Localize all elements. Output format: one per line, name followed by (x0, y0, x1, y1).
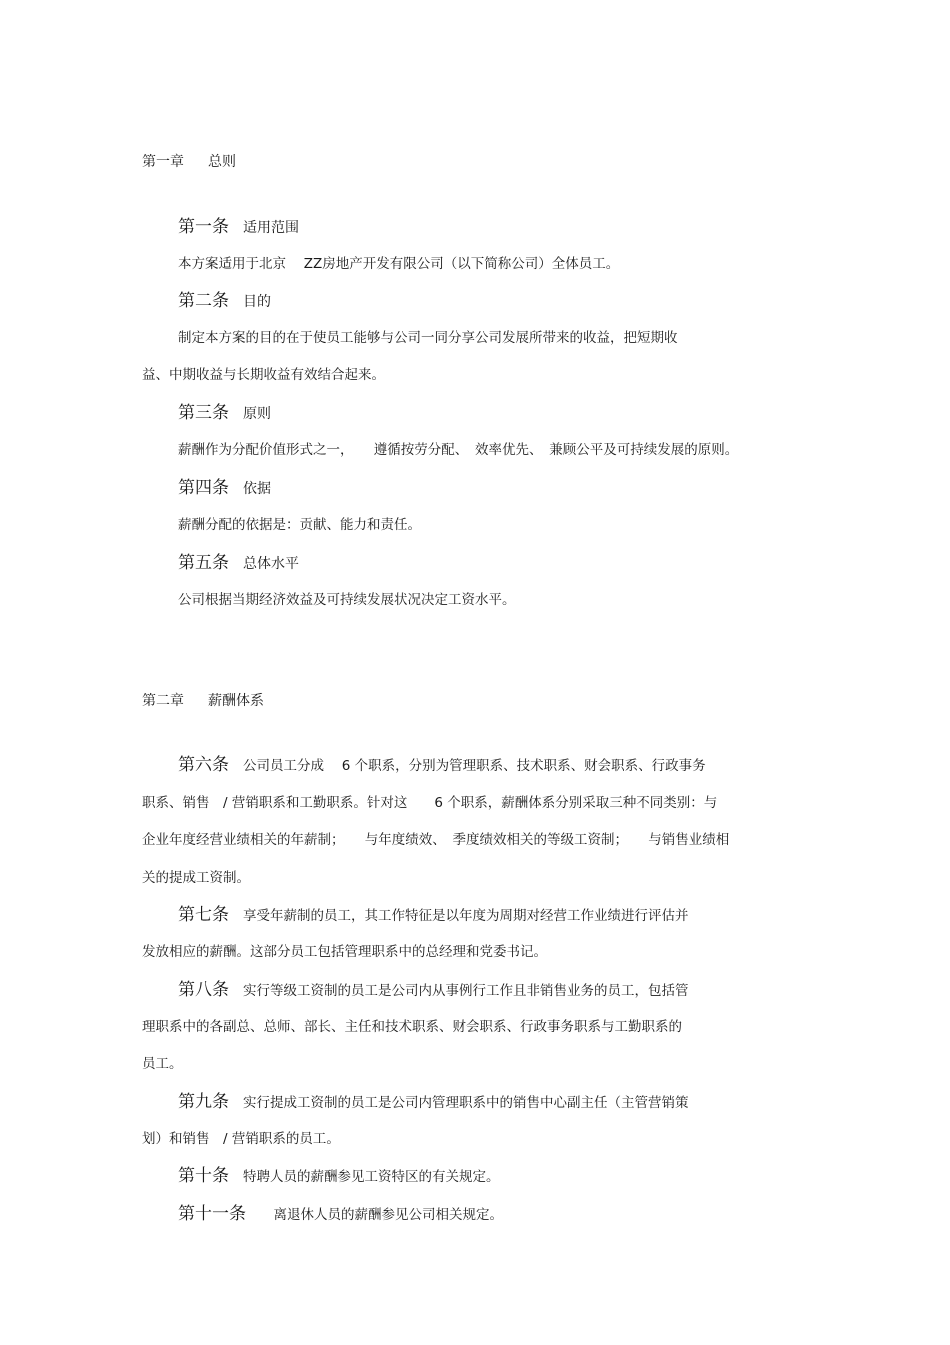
chapter-2-heading (142, 692, 264, 710)
article-title: 适用范围 (243, 220, 299, 236)
article-4-heading (178, 477, 271, 500)
article-3-heading (178, 402, 271, 425)
chapter-label: 第一章 (142, 154, 184, 170)
article-5-heading (178, 552, 299, 575)
chapter-title: 总则 (208, 154, 236, 170)
article-6-line-4: 关的提成工资制。 (142, 870, 250, 886)
article-8-line-3: 员工。 (142, 1056, 183, 1072)
article-number: 第八条 (178, 980, 229, 1000)
article-title: 目的 (243, 294, 271, 310)
article-number: 第十一条 (178, 1204, 246, 1224)
article-2-body-line-2: 益、中期收益与长期收益有效结合起来。 (142, 367, 385, 383)
article-text: 离退休人员的薪酬参见公司相关规定。 (260, 1207, 503, 1223)
article-number: 第四条 (178, 478, 229, 498)
article-number: 第六条 (178, 755, 229, 775)
article-4-body: 薪酬分配的依据是：贡献、能力和责任。 (178, 517, 421, 533)
article-text: 实行等级工资制的员工是公司内从事例行工作且非销售业务的员工，包括管 (243, 983, 689, 999)
chapter-title: 薪酬体系 (208, 693, 264, 709)
article-6-line-2: 职系、销售 / 营销职系和工勤职系。针对这 6 个职系，薪酬体系分别采取三种不同类别：与 (142, 795, 718, 811)
article-number: 第十条 (178, 1166, 229, 1186)
article-title: 原则 (243, 406, 271, 422)
article-7-line-1 (178, 906, 689, 925)
article-6-line-3: 企业年度经营业绩相关的年薪制； 与年度绩效、 季度绩效相关的等级工资制； 与销售业绩相 (142, 832, 730, 848)
article-2-body-line-1: 制定本方案的目的在于使员工能够与公司一同分享公司发展所带来的收益，把短期收 (178, 330, 678, 346)
article-title: 依据 (243, 481, 271, 497)
article-number: 第九条 (178, 1092, 229, 1112)
article-8-line-1 (178, 981, 689, 1000)
article-title: 总体水平 (243, 556, 299, 572)
article-2-heading (178, 290, 271, 313)
article-8-line-2: 理职系中的各副总、总师、部长、主任和技术职系、财会职系、行政事务职系与工勤职系的 (142, 1019, 682, 1035)
article-9-line-2: 划）和销售 / 营销职系的员工。 (142, 1131, 340, 1147)
article-number: 第七条 (178, 905, 229, 925)
article-11-line (178, 1205, 503, 1224)
article-1-heading (178, 216, 299, 239)
article-5-body: 公司根据当期经济效益及可持续发展状况决定工资水平。 (178, 592, 516, 608)
article-text: 公司员工分成 6 个职系，分别为管理职系、技术职系、财会职系、行政事务 (243, 758, 706, 774)
article-text: 享受年薪制的员工，其工作特征是以年度为周期对经营工作业绩进行评估并 (243, 908, 689, 924)
chapter-1-heading (142, 153, 236, 171)
article-number: 第一条 (178, 217, 229, 237)
article-text: 实行提成工资制的员工是公司内管理职系中的销售中心副主任（主管营销策 (243, 1095, 689, 1111)
article-number: 第五条 (178, 553, 229, 573)
article-10-line (178, 1167, 500, 1186)
chapter-label: 第二章 (142, 693, 184, 709)
article-number: 第二条 (178, 291, 229, 311)
article-7-line-2: 发放相应的薪酬。这部分员工包括管理职系中的总经理和党委书记。 (142, 944, 547, 960)
article-6-line-1 (178, 756, 706, 775)
article-number: 第三条 (178, 403, 229, 423)
article-9-line-1 (178, 1093, 689, 1112)
article-text: 特聘人员的薪酬参见工资特区的有关规定。 (243, 1169, 500, 1185)
article-3-body: 薪酬作为分配价值形式之一， 遵循按劳分配、 效率优先、 兼顾公平及可持续发展的原则。 (178, 442, 739, 458)
article-1-body: 本方案适用于北京 ZZ房地产开发有限公司（以下简称公司）全体员工。 (178, 256, 620, 272)
